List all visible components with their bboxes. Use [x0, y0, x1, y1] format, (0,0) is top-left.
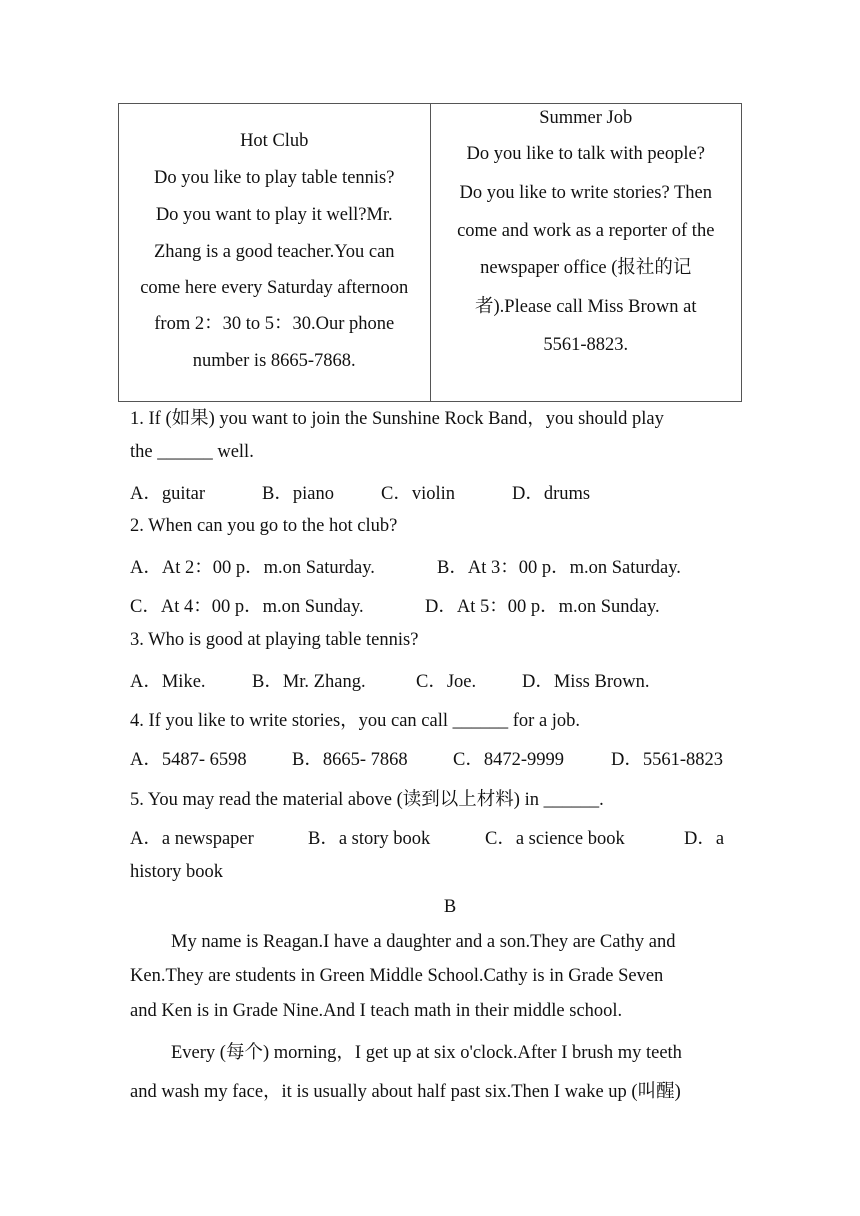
question-4-option-d: D．5561-8823: [611, 750, 724, 770]
question-1-option-c: C．violin: [381, 484, 456, 504]
question-5-stem: 5. You may read the material above (读到以上材料) in ______.: [130, 790, 604, 810]
question-5-option-d: D．a: [684, 829, 725, 849]
summer-job-line: Do you like to talk with people?: [466, 144, 705, 164]
question-1-option-d: D．drums: [512, 484, 591, 504]
hot-club-line: Zhang is a good teacher.You can: [153, 242, 395, 262]
passage-line: Ken.They are students in Green Middle School.Cathy is in Grade Seven: [130, 966, 664, 986]
question-2-option-d: D．At 5：00 p．m.on Sunday.: [425, 597, 660, 617]
question-2-option-c: C．At 4：00 p．m.on Sunday.: [130, 597, 364, 617]
question-3-option-d: D．Miss Brown.: [522, 672, 650, 692]
hot-club-line: come here every Saturday afternoon: [140, 278, 409, 298]
question-1-option-b: B．piano: [262, 484, 334, 504]
hot-club-title: Hot Club: [240, 131, 309, 151]
summer-job-title: Summer Job: [539, 108, 633, 128]
hot-club-ad: [119, 104, 431, 402]
hot-club-line: Do you want to play it well?Mr.: [155, 205, 393, 225]
summer-job-ad: [430, 104, 742, 402]
question-4-option-c: C．8472-9999: [453, 750, 565, 770]
passage-line: and Ken is in Grade Nine.And I teach math in their middle school.: [130, 1001, 623, 1021]
question-5-option-d-continued: history book: [130, 862, 224, 882]
section-b-title: B: [443, 897, 457, 917]
question-1-stem-line: 1. If (如果) you want to join the Sunshine Rock Band，you should play: [130, 409, 664, 429]
question-3-option-c: C．Joe.: [416, 672, 477, 692]
question-2-option-b: B．At 3：00 p．m.on Saturday.: [437, 558, 681, 578]
question-4-option-a: A．5487- 6598: [130, 750, 247, 770]
question-4-option-b: B．8665- 7868: [292, 750, 408, 770]
summer-job-line: Do you like to write stories? Then: [459, 183, 712, 203]
hot-club-line: Do you like to play table tennis?: [154, 168, 395, 188]
summer-job-line: 者).Please call Miss Brown at: [475, 297, 697, 317]
question-3-option-b: B．Mr. Zhang.: [252, 672, 366, 692]
question-3-stem: 3. Who is good at playing table tennis?: [130, 630, 419, 650]
passage-line: Every (每个) morning，I get up at six o'clock.After I brush my teeth: [171, 1043, 682, 1063]
summer-job-line: 5561-8823.: [543, 335, 629, 355]
question-5-option-b: B．a story book: [308, 829, 431, 849]
summer-job-line: newspaper office (报社的记: [480, 258, 692, 278]
question-5-option-a: A．a newspaper: [130, 829, 254, 849]
hot-club-line: from 2：30 to 5：30.Our phone: [154, 314, 395, 334]
question-1-option-a: A．guitar: [130, 484, 206, 504]
passage-line: and wash my face，it is usually about half past six.Then I wake up (叫醒): [130, 1082, 681, 1102]
question-1-stem-line: the ______ well.: [130, 442, 254, 462]
question-2-stem: 2. When can you go to the hot club?: [130, 516, 398, 536]
summer-job-line: come and work as a reporter of the: [457, 221, 715, 241]
question-3-option-a: A．Mike.: [130, 672, 206, 692]
question-5-option-c: C．a science book: [485, 829, 625, 849]
question-4-stem: 4. If you like to write stories，you can call ______ for a job.: [130, 711, 581, 731]
hot-club-line: number is 8665-7868.: [192, 351, 356, 371]
ads-table: [118, 103, 742, 402]
question-2-option-a: A．At 2：00 p．m.on Saturday.: [130, 558, 375, 578]
passage-line: My name is Reagan.I have a daughter and a son.They are Cathy and: [171, 932, 676, 952]
